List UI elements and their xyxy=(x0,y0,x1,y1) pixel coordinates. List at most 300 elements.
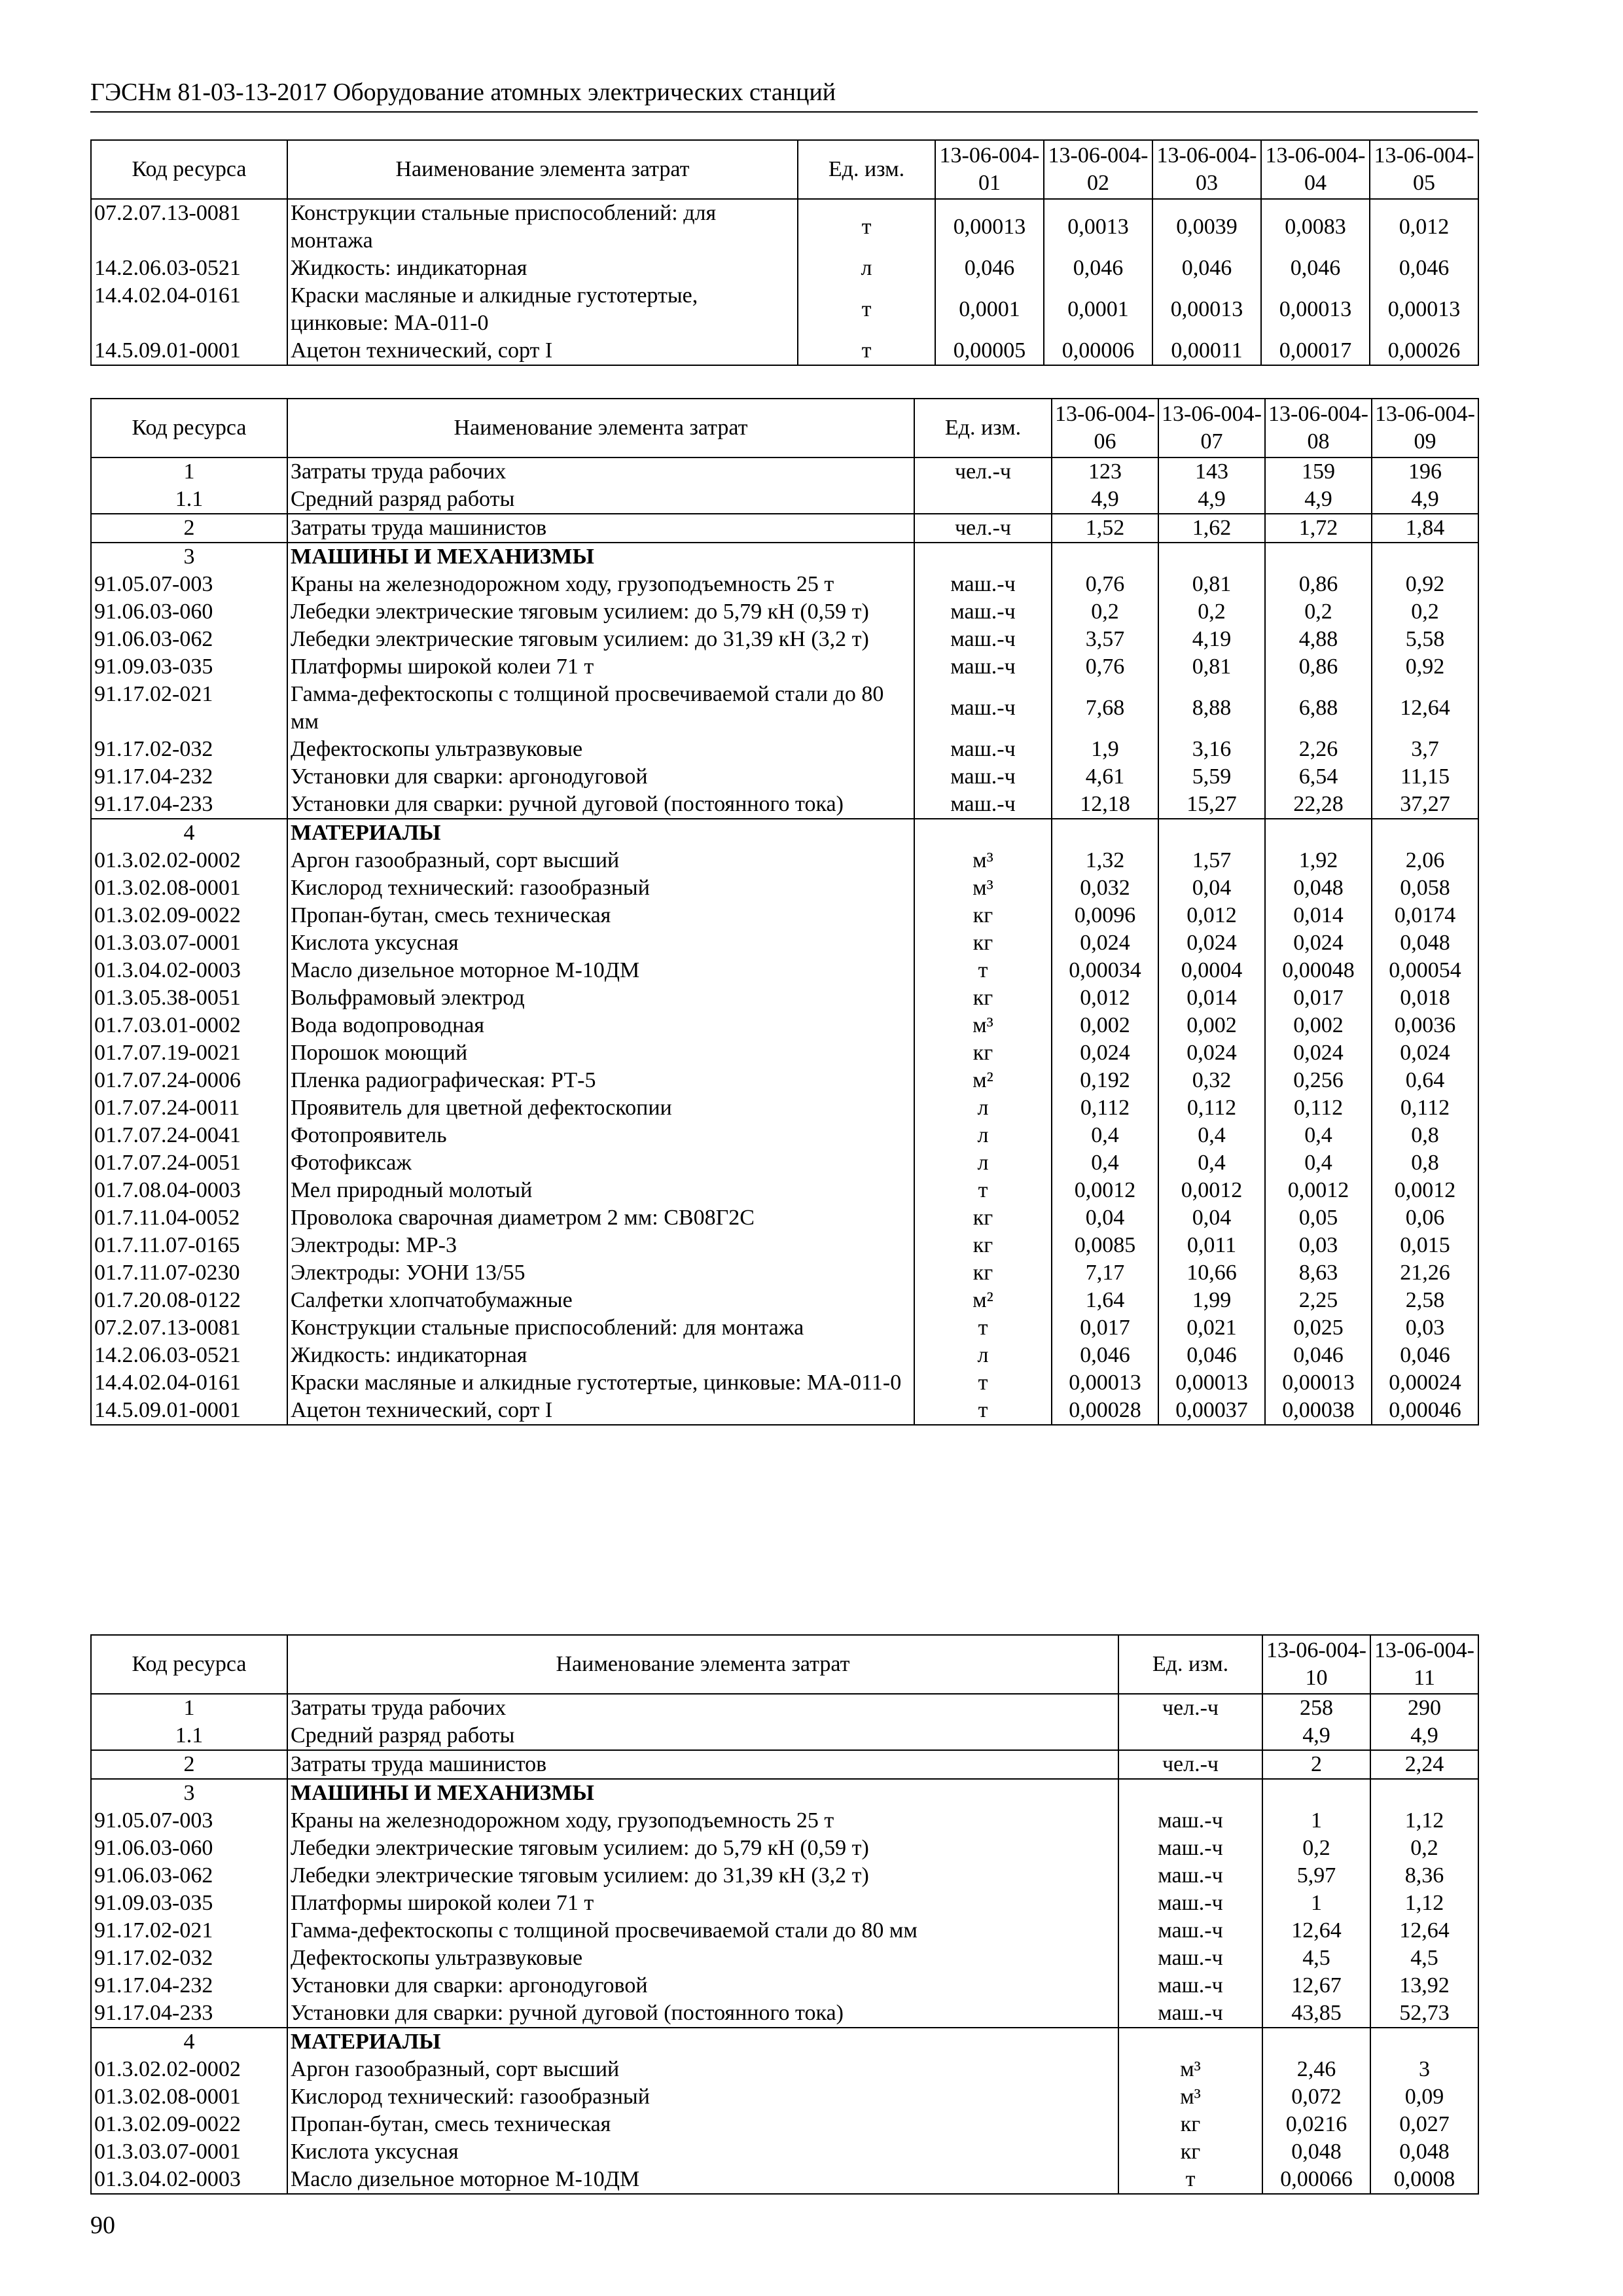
resource-name-cell: Установки для сварки: ручной дуговой (постоянного тока) xyxy=(287,791,914,819)
unit-cell: маш.-ч xyxy=(1118,1835,1262,1862)
unit-cell: л xyxy=(914,1122,1052,1149)
unit-cell: кг xyxy=(914,1204,1052,1232)
value-cell: 0,0096 xyxy=(1052,902,1158,929)
unit-cell: маш.-ч xyxy=(1118,1890,1262,1917)
value-cell: 0,014 xyxy=(1158,984,1265,1012)
table-row xyxy=(91,2056,1478,2083)
value-cell: 12,64 xyxy=(1262,1917,1370,1945)
table-row xyxy=(91,1862,1478,1890)
value-cell: 1,72 xyxy=(1265,514,1372,543)
value-cell: 0,046 xyxy=(1044,255,1152,282)
value-cell: 13,92 xyxy=(1370,1972,1478,2000)
value-cell: 0,0001 xyxy=(935,282,1044,337)
column-header: 13-06-004-09 xyxy=(1372,399,1478,457)
value-cell: 1,57 xyxy=(1158,847,1265,874)
resource-name-cell: Фотофиксаж xyxy=(287,1149,914,1177)
unit-cell: м³ xyxy=(914,1012,1052,1039)
value-cell: 0,192 xyxy=(1052,1067,1158,1094)
resource-name-cell: Ацетон технический, сорт I xyxy=(287,337,798,365)
resource-code-cell: 91.09.03-035 xyxy=(91,1890,287,1917)
value-cell: 4,19 xyxy=(1158,626,1265,653)
value-cell: 15,27 xyxy=(1158,791,1265,819)
resource-code-cell: 01.3.03.07-0001 xyxy=(91,929,287,957)
value-cell: 0,09 xyxy=(1370,2083,1478,2111)
value-cell: 4,61 xyxy=(1052,763,1158,791)
column-header: Ед. изм. xyxy=(1118,1635,1262,1694)
resource-code-cell: 14.2.06.03-0521 xyxy=(91,255,287,282)
table-row xyxy=(91,2028,1478,2056)
unit-cell: маш.-ч xyxy=(914,681,1052,736)
value-cell xyxy=(1052,819,1158,847)
unit-cell xyxy=(1118,2028,1262,2056)
resource-name-cell: Фотопроявитель xyxy=(287,1122,914,1149)
value-cell: 12,18 xyxy=(1052,791,1158,819)
resource-name-cell: Средний разряд работы xyxy=(287,486,914,514)
table-row xyxy=(91,1149,1478,1177)
unit-cell: маш.-ч xyxy=(1118,1945,1262,1972)
value-cell: 0,014 xyxy=(1265,902,1372,929)
value-cell: 0,81 xyxy=(1158,571,1265,598)
value-cell: 0,00011 xyxy=(1152,337,1261,365)
value-cell xyxy=(1370,2028,1478,2056)
column-header: 13-06-004-08 xyxy=(1265,399,1372,457)
resource-name-cell: Салфетки хлопчатобумажные xyxy=(287,1287,914,1314)
resource-code-cell: 91.06.03-062 xyxy=(91,626,287,653)
value-cell: 0,058 xyxy=(1372,874,1478,902)
value-cell: 0,00048 xyxy=(1265,957,1372,984)
resource-code-cell: 01.3.05.38-0051 xyxy=(91,984,287,1012)
resource-code-cell: 01.7.11.07-0165 xyxy=(91,1232,287,1259)
value-cell: 22,28 xyxy=(1265,791,1372,819)
resource-code-cell: 91.09.03-035 xyxy=(91,653,287,681)
table-row xyxy=(91,1039,1478,1067)
table-row xyxy=(91,902,1478,929)
value-cell: 0,2 xyxy=(1262,1835,1370,1862)
resource-code-cell: 91.17.02-021 xyxy=(91,1917,287,1945)
unit-cell: чел.-ч xyxy=(914,514,1052,543)
unit-cell: маш.-ч xyxy=(914,736,1052,763)
value-cell xyxy=(1265,819,1372,847)
value-cell: 4,9 xyxy=(1262,1722,1370,1750)
value-cell: 0,00013 xyxy=(1158,1369,1265,1397)
unit-cell: л xyxy=(914,1342,1052,1369)
value-cell: 0,2 xyxy=(1372,598,1478,626)
resource-code-cell: 01.7.03.01-0002 xyxy=(91,1012,287,1039)
resource-code-cell: 91.17.04-232 xyxy=(91,763,287,791)
value-cell: 0,018 xyxy=(1372,984,1478,1012)
value-cell: 0,048 xyxy=(1265,874,1372,902)
table-row xyxy=(91,1972,1478,2000)
value-cell: 3,7 xyxy=(1372,736,1478,763)
resource-code-cell: 01.7.20.08-0122 xyxy=(91,1287,287,1314)
value-cell: 0,03 xyxy=(1265,1232,1372,1259)
table-header-row xyxy=(91,140,1478,199)
value-cell: 0,92 xyxy=(1372,571,1478,598)
value-cell: 6,54 xyxy=(1265,763,1372,791)
value-cell: 3,57 xyxy=(1052,626,1158,653)
value-cell: 1,12 xyxy=(1370,1807,1478,1835)
value-cell: 0,4 xyxy=(1265,1122,1372,1149)
value-cell xyxy=(1370,1779,1478,1807)
unit-cell: маш.-ч xyxy=(914,653,1052,681)
unit-cell: маш.-ч xyxy=(914,626,1052,653)
column-header: Наименование элемента затрат xyxy=(287,399,914,457)
resource-name-cell: МАШИНЫ И МЕХАНИЗМЫ xyxy=(287,543,914,571)
column-header: 13-06-004-02 xyxy=(1044,140,1152,199)
value-cell: 0,024 xyxy=(1265,1039,1372,1067)
unit-cell: кг xyxy=(914,902,1052,929)
value-cell: 0,112 xyxy=(1052,1094,1158,1122)
value-cell: 0,32 xyxy=(1158,1067,1265,1094)
value-cell: 0,00017 xyxy=(1261,337,1370,365)
table-row xyxy=(91,736,1478,763)
value-cell: 0,76 xyxy=(1052,653,1158,681)
value-cell: 0,0085 xyxy=(1052,1232,1158,1259)
value-cell: 143 xyxy=(1158,457,1265,486)
value-cell xyxy=(1265,543,1372,571)
value-cell: 0,0004 xyxy=(1158,957,1265,984)
unit-cell: т xyxy=(1118,2166,1262,2194)
resource-code-cell: 91.17.04-232 xyxy=(91,1972,287,2000)
resource-name-cell: МАТЕРИАЛЫ xyxy=(287,2028,1118,2056)
unit-cell: л xyxy=(914,1094,1052,1122)
value-cell: 0,002 xyxy=(1265,1012,1372,1039)
value-cell: 4,5 xyxy=(1370,1945,1478,1972)
resource-name-cell: Установки для сварки: ручной дуговой (постоянного тока) xyxy=(287,2000,1118,2028)
resource-table-1 xyxy=(90,139,1479,366)
resource-code-cell: 14.4.02.04-0161 xyxy=(91,282,287,337)
resource-name-cell: Жидкость: индикаторная xyxy=(287,1342,914,1369)
resource-code-cell: 01.7.08.04-0003 xyxy=(91,1177,287,1204)
resource-name-cell: Установки для сварки: аргонодуговой xyxy=(287,1972,1118,2000)
value-cell: 4,5 xyxy=(1262,1945,1370,1972)
value-cell: 0,00013 xyxy=(1052,1369,1158,1397)
value-cell: 0,256 xyxy=(1265,1067,1372,1094)
resource-code-cell: 14.5.09.01-0001 xyxy=(91,1397,287,1425)
table-row xyxy=(91,2138,1478,2166)
resource-code-cell: 07.2.07.13-0081 xyxy=(91,1314,287,1342)
resource-name-cell: Лебедки электрические тяговым усилием: до 5,79 кН (0,59 т) xyxy=(287,598,914,626)
value-cell: 0,8 xyxy=(1372,1149,1478,1177)
table-row xyxy=(91,1287,1478,1314)
value-cell: 0,00013 xyxy=(935,199,1044,255)
value-cell: 0,00066 xyxy=(1262,2166,1370,2194)
value-cell: 2,24 xyxy=(1370,1750,1478,1779)
unit-cell: м³ xyxy=(914,847,1052,874)
value-cell xyxy=(1262,2028,1370,2056)
resource-name-cell: Пропан-бутан, смесь техническая xyxy=(287,902,914,929)
table-row xyxy=(91,653,1478,681)
unit-cell: т xyxy=(914,1314,1052,1342)
resource-name-cell: Кислород технический: газообразный xyxy=(287,874,914,902)
column-header: Код ресурса xyxy=(91,140,287,199)
resource-code-cell: 91.05.07-003 xyxy=(91,1807,287,1835)
value-cell: 7,17 xyxy=(1052,1259,1158,1287)
resource-code-cell: 91.06.03-060 xyxy=(91,598,287,626)
unit-cell: т xyxy=(798,337,935,365)
value-cell: 0,112 xyxy=(1265,1094,1372,1122)
table-row xyxy=(91,571,1478,598)
resource-name-cell: Лебедки электрические тяговым усилием: до 31,39 кН (3,2 т) xyxy=(287,1862,1118,1890)
value-cell: 1 xyxy=(1262,1890,1370,1917)
resource-name-cell: Ацетон технический, сорт I xyxy=(287,1397,914,1425)
value-cell: 1 xyxy=(1262,1807,1370,1835)
resource-name-cell: Дефектоскопы ультразвуковые xyxy=(287,1945,1118,1972)
resource-name-cell: Кислород технический: газообразный xyxy=(287,2083,1118,2111)
unit-cell xyxy=(914,486,1052,514)
column-header: 13-06-004-03 xyxy=(1152,140,1261,199)
resource-code-cell: 91.17.02-032 xyxy=(91,736,287,763)
value-cell: 2,25 xyxy=(1265,1287,1372,1314)
value-cell xyxy=(1158,543,1265,571)
resource-name-cell: Платформы широкой колеи 71 т xyxy=(287,653,914,681)
value-cell: 2,26 xyxy=(1265,736,1372,763)
resource-code-cell: 01.3.02.02-0002 xyxy=(91,2056,287,2083)
value-cell: 2,58 xyxy=(1372,1287,1478,1314)
resource-code-cell: 01.7.07.24-0011 xyxy=(91,1094,287,1122)
value-cell: 0,024 xyxy=(1372,1039,1478,1067)
value-cell: 0,8 xyxy=(1372,1122,1478,1149)
column-header: 13-06-004-04 xyxy=(1261,140,1370,199)
resource-code-cell: 01.3.03.07-0001 xyxy=(91,2138,287,2166)
value-cell: 0,048 xyxy=(1370,2138,1478,2166)
value-cell: 6,88 xyxy=(1265,681,1372,736)
value-cell: 0,00054 xyxy=(1372,957,1478,984)
value-cell: 0,0036 xyxy=(1372,1012,1478,1039)
unit-cell: маш.-ч xyxy=(1118,1917,1262,1945)
value-cell: 4,9 xyxy=(1372,486,1478,514)
unit-cell: маш.-ч xyxy=(914,763,1052,791)
column-header: Код ресурса xyxy=(91,1635,287,1694)
value-cell: 1,62 xyxy=(1158,514,1265,543)
value-cell xyxy=(1372,543,1478,571)
value-cell: 0,112 xyxy=(1158,1094,1265,1122)
resource-name-cell: Порошок моющий xyxy=(287,1039,914,1067)
page-number: 90 xyxy=(90,2212,115,2239)
value-cell: 2 xyxy=(1262,1750,1370,1779)
table-row xyxy=(91,1807,1478,1835)
resource-name-cell: Затраты труда рабочих xyxy=(287,457,914,486)
unit-cell: л xyxy=(914,1149,1052,1177)
resource-code-cell: 91.06.03-062 xyxy=(91,1862,287,1890)
unit-cell: кг xyxy=(914,1232,1052,1259)
column-header: 13-06-004-11 xyxy=(1370,1635,1478,1694)
column-header: 13-06-004-05 xyxy=(1370,140,1478,199)
table-row xyxy=(91,957,1478,984)
resource-name-cell: Установки для сварки: аргонодуговой xyxy=(287,763,914,791)
value-cell: 2,46 xyxy=(1262,2056,1370,2083)
resource-code-cell: 91.17.02-021 xyxy=(91,681,287,736)
column-header: 13-06-004-07 xyxy=(1158,399,1265,457)
value-cell: 0,024 xyxy=(1158,929,1265,957)
unit-cell: т xyxy=(798,282,935,337)
resource-name-cell: Краны на железнодорожном ходу, грузоподъемность 25 т xyxy=(287,1807,1118,1835)
value-cell: 0,002 xyxy=(1158,1012,1265,1039)
resource-name-cell: Дефектоскопы ультразвуковые xyxy=(287,736,914,763)
value-cell: 159 xyxy=(1265,457,1372,486)
value-cell: 0,011 xyxy=(1158,1232,1265,1259)
resource-code-cell: 1 xyxy=(91,1694,287,1722)
table-row xyxy=(91,486,1478,514)
resource-name-cell: Мел природный молотый xyxy=(287,1177,914,1204)
resource-name-cell: Затраты труда машинистов xyxy=(287,514,914,543)
table-row xyxy=(91,1917,1478,1945)
table-row xyxy=(91,1204,1478,1232)
table-row xyxy=(91,874,1478,902)
value-cell: 0,048 xyxy=(1262,2138,1370,2166)
table-row xyxy=(91,1177,1478,1204)
value-cell: 0,04 xyxy=(1052,1204,1158,1232)
table-row xyxy=(91,1750,1478,1779)
table-row xyxy=(91,543,1478,571)
page-header: ГЭСНм 81-03-13-2017 Оборудование атомных электрических станций xyxy=(90,77,1478,113)
value-cell: 4,9 xyxy=(1370,1722,1478,1750)
table-row xyxy=(91,2111,1478,2138)
table-row xyxy=(91,819,1478,847)
resource-name-cell: Проволока сварочная диаметром 2 мм: СВ08Г2С xyxy=(287,1204,914,1232)
value-cell: 0,05 xyxy=(1265,1204,1372,1232)
resource-code-cell: 14.2.06.03-0521 xyxy=(91,1342,287,1369)
table-row xyxy=(91,763,1478,791)
value-cell: 8,88 xyxy=(1158,681,1265,736)
resource-code-cell: 14.4.02.04-0161 xyxy=(91,1369,287,1397)
resource-name-cell: Гамма-дефектоскопы с толщиной просвечиваемой стали до 80 мм xyxy=(287,1917,1118,1945)
value-cell: 0,046 xyxy=(1265,1342,1372,1369)
resource-name-cell: Электроды: МР-3 xyxy=(287,1232,914,1259)
resource-name-cell: Кислота уксусная xyxy=(287,929,914,957)
resource-name-cell: Жидкость: индикаторная xyxy=(287,255,798,282)
table-row xyxy=(91,929,1478,957)
resource-code-cell: 01.3.02.08-0001 xyxy=(91,874,287,902)
value-cell: 0,046 xyxy=(1261,255,1370,282)
resource-code-cell: 91.06.03-060 xyxy=(91,1835,287,1862)
unit-cell: м² xyxy=(914,1067,1052,1094)
value-cell: 0,0083 xyxy=(1261,199,1370,255)
value-cell: 0,0039 xyxy=(1152,199,1261,255)
table-row xyxy=(91,1890,1478,1917)
table-row xyxy=(91,1259,1478,1287)
column-header: Ед. изм. xyxy=(798,140,935,199)
table-row xyxy=(91,1342,1478,1369)
value-cell: 0,4 xyxy=(1265,1149,1372,1177)
value-cell: 0,00013 xyxy=(1261,282,1370,337)
resource-name-cell: Гамма-дефектоскопы с толщиной просвечиваемой стали до 80 мм xyxy=(287,681,914,736)
value-cell: 0,027 xyxy=(1370,2111,1478,2138)
value-cell xyxy=(1158,819,1265,847)
value-cell: 12,64 xyxy=(1372,681,1478,736)
column-header: Код ресурса xyxy=(91,399,287,457)
resource-name-cell: Краски масляные и алкидные густотертые, цинковые: МА-011-0 xyxy=(287,282,798,337)
table-row xyxy=(91,847,1478,874)
unit-cell: м³ xyxy=(1118,2083,1262,2111)
unit-cell xyxy=(914,819,1052,847)
table-row xyxy=(91,1722,1478,1750)
resource-code-cell: 01.7.07.19-0021 xyxy=(91,1039,287,1067)
value-cell: 290 xyxy=(1370,1694,1478,1722)
value-cell: 0,021 xyxy=(1158,1314,1265,1342)
resource-code-cell: 2 xyxy=(91,1750,287,1779)
table-row xyxy=(91,282,1478,337)
resource-name-cell: Краны на железнодорожном ходу, грузоподъемность 25 т xyxy=(287,571,914,598)
resource-name-cell: Аргон газообразный, сорт высший xyxy=(287,847,914,874)
value-cell: 0,00013 xyxy=(1370,282,1478,337)
resource-code-cell: 01.7.07.24-0006 xyxy=(91,1067,287,1094)
value-cell: 0,0001 xyxy=(1044,282,1152,337)
resource-code-cell: 01.7.11.07-0230 xyxy=(91,1259,287,1287)
value-cell: 0,0012 xyxy=(1265,1177,1372,1204)
unit-cell: т xyxy=(914,1177,1052,1204)
value-cell: 0,012 xyxy=(1052,984,1158,1012)
resource-name-cell: Конструкции стальные приспособлений: для монтажа xyxy=(287,199,798,255)
resource-name-cell: Аргон газообразный, сорт высший xyxy=(287,2056,1118,2083)
value-cell: 4,9 xyxy=(1158,486,1265,514)
table-row xyxy=(91,1094,1478,1122)
value-cell: 0,2 xyxy=(1265,598,1372,626)
table-row xyxy=(91,255,1478,282)
resource-code-cell: 1 xyxy=(91,457,287,486)
value-cell: 0,00038 xyxy=(1265,1397,1372,1425)
value-cell: 11,15 xyxy=(1372,763,1478,791)
unit-cell: маш.-ч xyxy=(914,598,1052,626)
value-cell: 37,27 xyxy=(1372,791,1478,819)
value-cell: 0,2 xyxy=(1370,1835,1478,1862)
resource-name-cell: Лебедки электрические тяговым усилием: до 31,39 кН (3,2 т) xyxy=(287,626,914,653)
unit-cell: м³ xyxy=(1118,2056,1262,2083)
table-row xyxy=(91,1122,1478,1149)
unit-cell: чел.-ч xyxy=(1118,1750,1262,1779)
value-cell: 10,66 xyxy=(1158,1259,1265,1287)
resource-name-cell: Кислота уксусная xyxy=(287,2138,1118,2166)
resource-code-cell: 01.3.02.02-0002 xyxy=(91,847,287,874)
table-row xyxy=(91,1232,1478,1259)
resource-name-cell: Лебедки электрические тяговым усилием: до 5,79 кН (0,59 т) xyxy=(287,1835,1118,1862)
value-cell: 0,112 xyxy=(1372,1094,1478,1122)
table-row xyxy=(91,1835,1478,1862)
resource-name-cell: Платформы широкой колеи 71 т xyxy=(287,1890,1118,1917)
resource-name-cell: Масло дизельное моторное М-10ДМ xyxy=(287,2166,1118,2194)
value-cell: 0,00046 xyxy=(1372,1397,1478,1425)
value-cell: 0,0012 xyxy=(1158,1177,1265,1204)
resource-table-3 xyxy=(90,1634,1479,2195)
value-cell: 0,046 xyxy=(935,255,1044,282)
value-cell xyxy=(1372,819,1478,847)
value-cell: 0,92 xyxy=(1372,653,1478,681)
resource-name-cell: Проявитель для цветной дефектоскопии xyxy=(287,1094,914,1122)
table-row xyxy=(91,1067,1478,1094)
unit-cell: кг xyxy=(1118,2111,1262,2138)
table-row xyxy=(91,2166,1478,2194)
resource-code-cell: 14.5.09.01-0001 xyxy=(91,337,287,365)
column-header: Наименование элемента затрат xyxy=(287,1635,1118,1694)
value-cell: 5,59 xyxy=(1158,763,1265,791)
unit-cell: л xyxy=(798,255,935,282)
resource-table-2 xyxy=(90,398,1479,1426)
value-cell: 0,024 xyxy=(1265,929,1372,957)
table-row xyxy=(91,791,1478,819)
resource-name-cell: Средний разряд работы xyxy=(287,1722,1118,1750)
resource-code-cell: 01.3.02.09-0022 xyxy=(91,902,287,929)
value-cell: 0,00028 xyxy=(1052,1397,1158,1425)
unit-cell: кг xyxy=(914,1039,1052,1067)
value-cell: 0,03 xyxy=(1372,1314,1478,1342)
resource-code-cell: 3 xyxy=(91,1779,287,1807)
resource-name-cell: Масло дизельное моторное М-10ДМ xyxy=(287,957,914,984)
unit-cell: чел.-ч xyxy=(1118,1694,1262,1722)
unit-cell: т xyxy=(914,957,1052,984)
unit-cell xyxy=(1118,1722,1262,1750)
table-row xyxy=(91,514,1478,543)
resource-code-cell: 91.17.04-233 xyxy=(91,2000,287,2028)
